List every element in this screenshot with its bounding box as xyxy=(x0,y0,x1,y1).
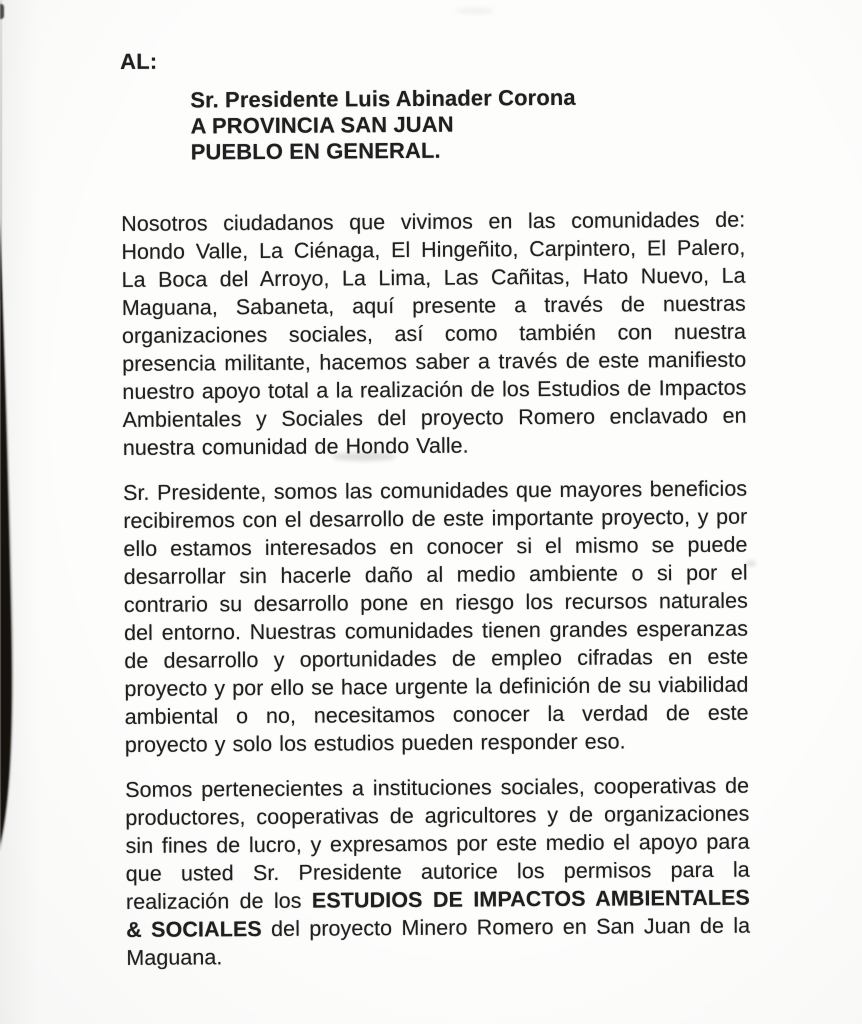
paragraph-request-authorization xyxy=(125,772,750,972)
recipient-line-president: Sr. Presidente Luis Abinader Corona xyxy=(190,84,576,113)
paragraph-3-text-after: del proyecto Minero Romero en San Juan de la Maguana. xyxy=(126,913,751,970)
scan-edge-artifact xyxy=(0,0,22,1024)
paragraph-communities-support: Nosotros ciudadanos que vivimos en las comunidades de: Hondo Valle, La Ciénaga, El Hingeñito, Carpintero, El Palero, La Boca del Arroyo, La Lima, Las Cañitas, Hato Nuevo, La Maguana, Sabaneta, aquí presente a través de nuestras organizaciones sociales, así como también con nuestra presencia militante, hacemos saber a través de este manifiesto nuestro apoyo total a la realización de los Estudios de Impactos Ambientales y Sociales del proyecto Romero enclavado en nuestra comunidad de Hondo Valle. xyxy=(121,207,747,460)
scan-edge-hairline xyxy=(0,0,2,300)
scan-corner-mark xyxy=(0,4,4,19)
paragraph-3-bold-studies-title: ESTUDIOS DE IMPACTOS AMBIENTALES & SOCIALES xyxy=(126,885,751,942)
letter-body xyxy=(120,46,750,972)
salutation: AL: xyxy=(119,48,158,74)
scan-smudge xyxy=(455,8,495,14)
paragraph-benefits-concerns: Sr. Presidente, somos las comunidades que mayores beneficios recibiremos con el desarrollo de este importante proyecto, y por ello estamos interesados en conocer si el mismo se puede desarrollar sin hacerle daño al medio ambiente o si por el contrario su desarrollo pone en riesgo los recursos naturales del entorno. Nuestras comunidades tienen grandes esperanzas de desarrollo y oportunidades de empleo cifradas en este proyecto y por ello se hace urgente la definición de su viabilidad ambiental o no, necesitamos conocer la verdad de este proyecto y solo los estudios pueden responder eso. xyxy=(123,476,749,757)
recipient-block xyxy=(190,84,745,166)
recipient-line-province: A PROVINCIA SAN JUAN xyxy=(190,111,454,139)
recipient-line-pueblo: PUEBLO EN GENERAL. xyxy=(190,137,441,165)
paragraph-3-text-before: Somos pertenecientes a instituciones sociales, cooperativas de productores, cooperativas de agricultores y de organizaciones sin fines de lucro, y expresamos por este medio el apoyo para que usted Sr. Presidente autorice los permisos para la realización de los xyxy=(125,773,750,914)
